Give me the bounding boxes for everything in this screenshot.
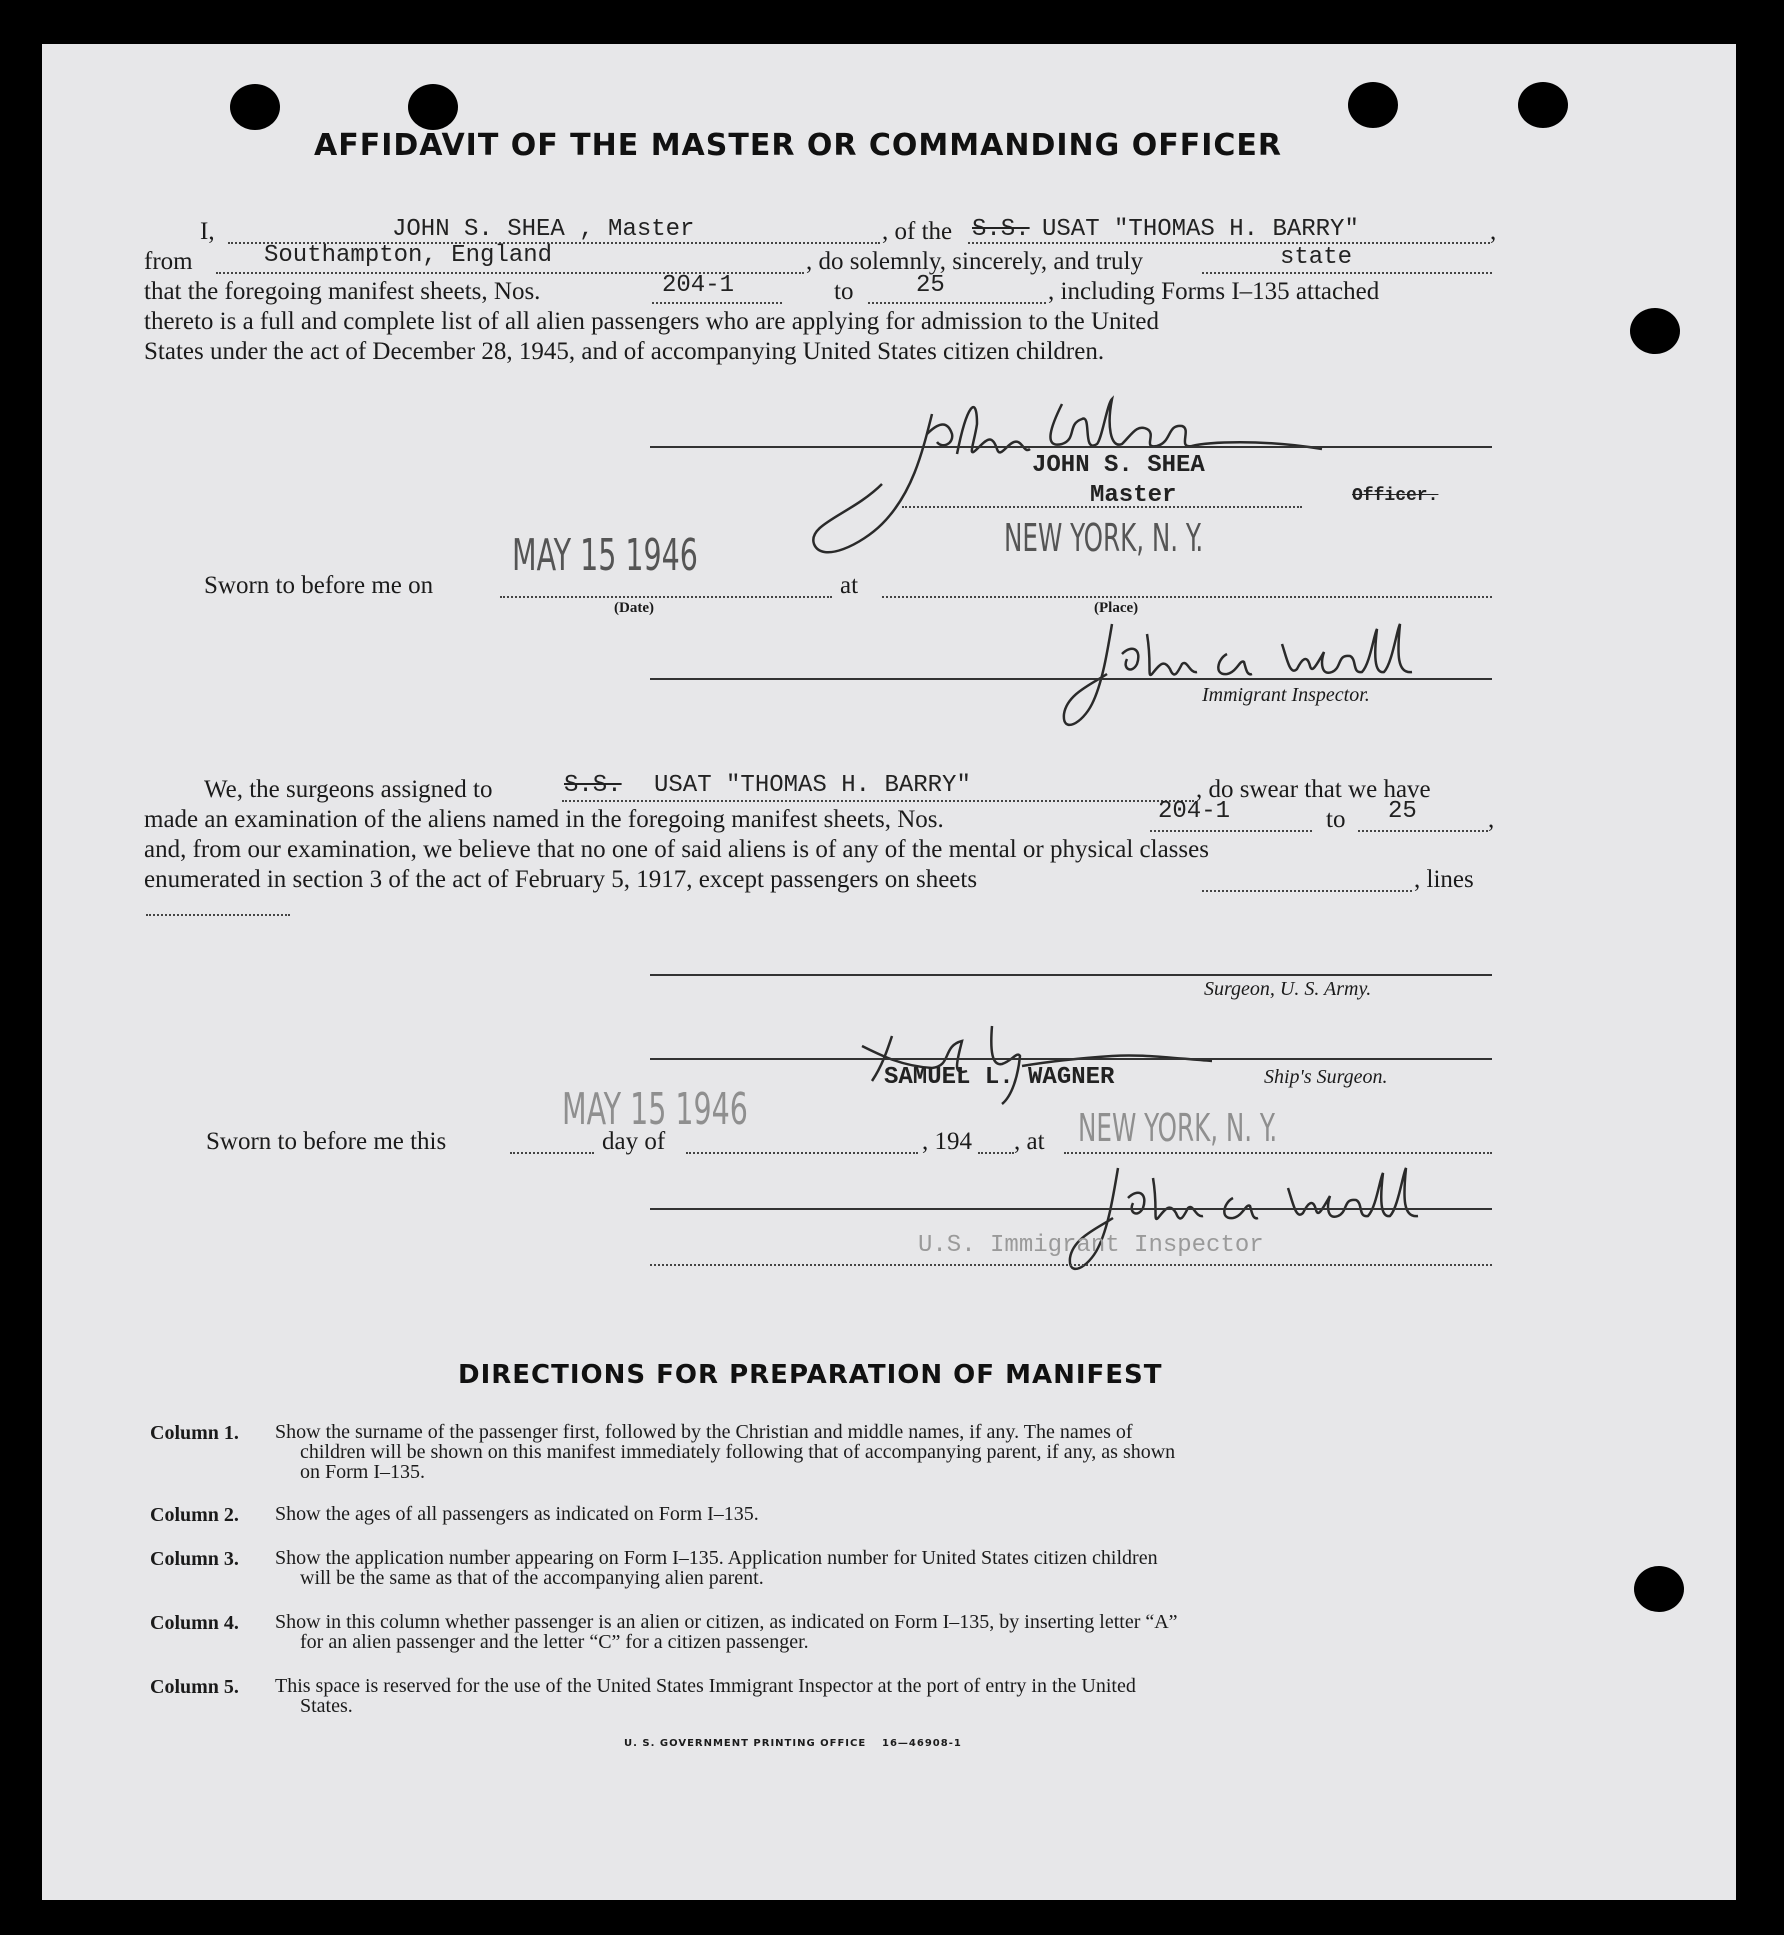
surgeon-nos-from: 204-1	[1158, 798, 1231, 825]
line1-comma: ,	[1490, 218, 1497, 245]
inspector-stamp: U.S. Immigrant Inspector	[918, 1232, 1264, 1259]
page-title: AFFIDAVIT OF THE MASTER OR COMMANDING OFFICER	[314, 128, 1282, 163]
vessel-value: USAT "THOMAS H. BARRY"	[1042, 216, 1359, 243]
surgeon-line3: and, from our examination, we believe that no one of said aliens is of any of the mental or physical classes	[144, 836, 1209, 863]
solemnly-label: , do solemnly, sincerely, and truly	[806, 248, 1143, 275]
form-number: 16—46908-1	[882, 1738, 962, 1749]
ship-surgeon-typed: SAMUEL L. WAGNER	[884, 1064, 1115, 1091]
sworn-date-line	[500, 596, 832, 598]
surgeon-at-label: , at	[1014, 1128, 1045, 1155]
year-label: , 194	[922, 1128, 972, 1155]
month-line	[686, 1152, 918, 1154]
inspector-signature-2	[1058, 1148, 1478, 1288]
column-5-text-cont: States.	[300, 1695, 353, 1717]
column-1-text-cont: children will be shown on this manifest immediately following that of accompanying parent, if any, as shown	[300, 1441, 1176, 1463]
ship-surgeon-line	[650, 1058, 1492, 1060]
master-place-stamp: NEW YORK, N. Y.	[1004, 516, 1204, 560]
surgeon-line1-start: We, the surgeons assigned to	[204, 776, 493, 803]
state-line	[1202, 272, 1492, 274]
master-date-stamp: MAY 15 1946	[512, 530, 698, 581]
surgeon-sworn-label: Sworn to before me this	[206, 1128, 447, 1155]
date-caption: (Date)	[614, 600, 654, 616]
column-3-label: Column 3.	[150, 1548, 239, 1570]
master-sworn-label: Sworn to before me on	[204, 572, 434, 599]
surgeon-place-stamp: NEW YORK, N. Y.	[1078, 1106, 1278, 1150]
punch-hole	[408, 84, 458, 130]
day-line	[510, 1152, 594, 1154]
punch-hole	[1634, 1566, 1684, 1612]
line4: thereto is a full and complete list of all alien passengers who are applying for admission to the United	[144, 308, 1160, 335]
day-of-label: day of	[602, 1128, 666, 1155]
year-line	[978, 1152, 1014, 1154]
surgeon-date-stamp: MAY 15 1946	[562, 1084, 748, 1135]
document-page	[42, 44, 1736, 1900]
master-title: Master	[1090, 482, 1177, 509]
to-label: to	[834, 278, 854, 305]
struck-officer: Officer.	[1352, 486, 1439, 506]
master-name-value: JOHN S. SHEA , Master	[392, 216, 695, 243]
surgeon-line2-start: made an examination of the aliens named in the foregoing manifest sheets, Nos.	[144, 806, 944, 833]
surgeon-line4-start: enumerated in section 3 of the act of February 5, 1917, except passengers on sheets	[144, 866, 978, 893]
surgeon-nos-to-line	[1358, 830, 1488, 832]
line3-end: , including Forms I–135 attached	[1048, 278, 1380, 305]
struck-prefix: S.S.	[972, 216, 1030, 243]
inspector-signature-line	[650, 678, 1492, 680]
master-typed-name: JOHN S. SHEA	[1032, 452, 1205, 479]
sheets-line	[1202, 890, 1412, 892]
surgeon-line1-end: , do swear that we have	[1196, 776, 1431, 803]
place-caption: (Place)	[1094, 600, 1139, 616]
inspector-caption: Immigrant Inspector.	[1202, 684, 1370, 706]
sworn-place-line	[882, 596, 1492, 598]
of-the-label: , of the	[882, 218, 953, 245]
punch-hole	[1518, 82, 1568, 128]
master-at-label: at	[840, 572, 859, 599]
master-signature-line	[650, 446, 1492, 448]
column-2-text: Show the ages of all passengers as indicated on Form I–135.	[275, 1503, 759, 1525]
printer-imprint: U. S. GOVERNMENT PRINTING OFFICE	[624, 1738, 867, 1749]
ship-surgeon-signature	[842, 1006, 1322, 1116]
nos-to-value: 25	[916, 272, 945, 299]
ship-surgeon-caption: Ship's Surgeon.	[1264, 1066, 1388, 1088]
surgeon-line4-end: , lines	[1414, 866, 1474, 893]
from-label: from	[144, 248, 193, 275]
surgeon-line2-end: ,	[1488, 806, 1495, 833]
surgeon-to-label: to	[1326, 806, 1346, 833]
column-3-text: Show the application number appearing on Form I–135. Application number for United States citizen children	[275, 1547, 1158, 1569]
inspector-signature	[1052, 604, 1472, 744]
line3-start: that the foregoing manifest sheets, Nos.	[144, 278, 541, 305]
nos-from-value: 204-1	[662, 272, 735, 299]
nos-to-line	[868, 302, 1046, 304]
column-1-text: Show the surname of the passenger first, followed by the Christian and middle names, if any. The names of	[275, 1421, 1133, 1443]
column-4-text: Show in this column whether passenger is an alien or citizen, as indicated on Form I–135, by inserting letter “A”	[275, 1611, 1178, 1633]
nos-from-line	[652, 302, 782, 304]
surgeon-nos-to: 25	[1388, 798, 1417, 825]
column-1-label: Column 1.	[150, 1422, 239, 1444]
punch-hole	[230, 84, 280, 130]
column-5-text: This space is reserved for the use of the United States Immigrant Inspector at the port of entry in the United	[275, 1675, 1136, 1697]
surgeon-vessel-value: USAT "THOMAS H. BARRY"	[654, 772, 971, 799]
line5: States under the act of December 28, 1945, and of accompanying United States citizen children.	[144, 338, 1105, 365]
column-5-label: Column 5.	[150, 1676, 239, 1698]
inspector-2-dotline	[650, 1264, 1492, 1266]
column-4-label: Column 4.	[150, 1612, 239, 1634]
inspector-2-line	[650, 1208, 1492, 1210]
state-value: state	[1280, 244, 1353, 271]
punch-hole	[1630, 308, 1680, 354]
column-3-text-cont: will be the same as that of the accompanying alien parent.	[300, 1567, 764, 1589]
from-value: Southampton, England	[264, 242, 553, 269]
army-surgeon-line	[650, 974, 1492, 976]
i-label: I,	[200, 218, 215, 245]
directions-title: DIRECTIONS FOR PREPARATION OF MANIFEST	[458, 1360, 1163, 1390]
lines-line	[146, 914, 290, 916]
surgeon-nos-from-line	[1150, 830, 1312, 832]
army-surgeon-caption: Surgeon, U. S. Army.	[1204, 978, 1372, 1000]
surgeon-struck-prefix: S.S.	[564, 772, 622, 799]
punch-hole	[1348, 82, 1398, 128]
column-1-text-cont: on Form I–135.	[300, 1461, 425, 1483]
column-4-text-cont: for an alien passenger and the letter “C” for a citizen passenger.	[300, 1631, 809, 1653]
column-2-label: Column 2.	[150, 1504, 239, 1526]
surgeon-vessel-line	[562, 800, 1194, 802]
